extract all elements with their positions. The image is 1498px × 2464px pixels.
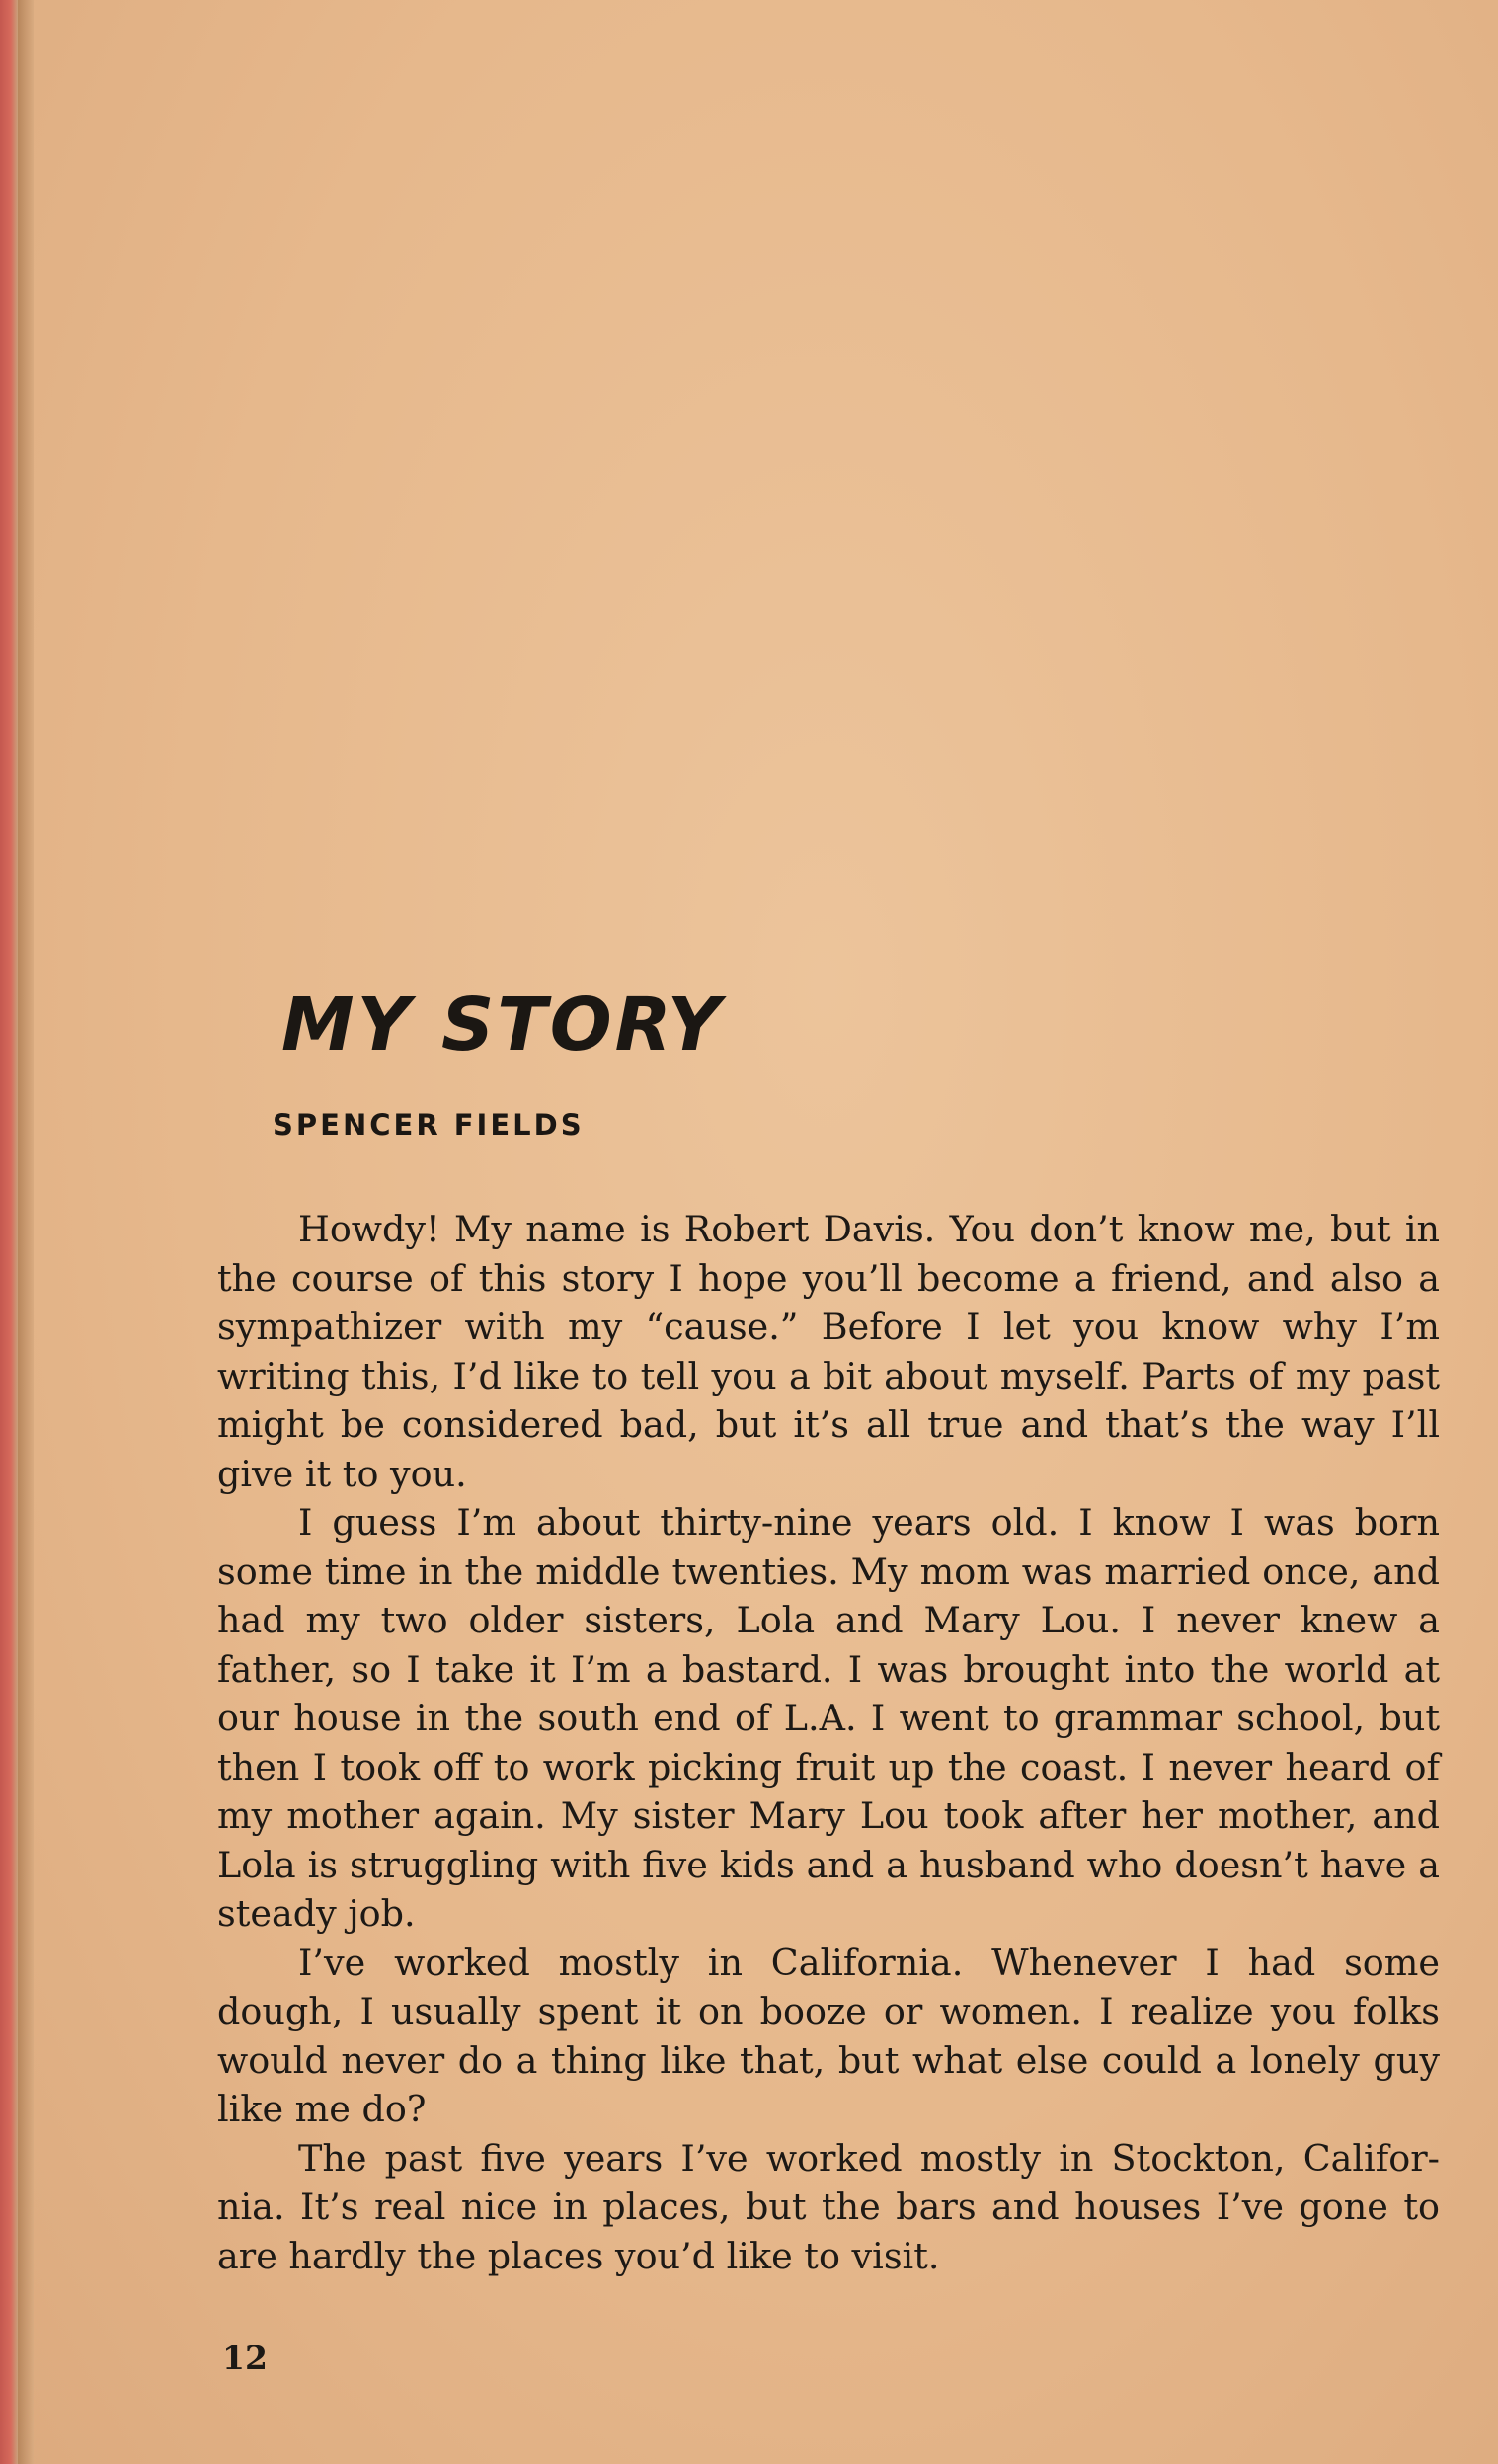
page-number: 12 — [222, 2339, 268, 2377]
paragraph: The past five years I’ve worked mostly in Stockton, Califor-nia. It’s real nice in places, but the bars and houses I’ve gone to are hardly the places you’d like to visit. — [217, 2136, 1440, 2277]
story-title: MY STORY — [281, 983, 724, 1068]
page-edge — [0, 0, 18, 2464]
story-body — [217, 1205, 1440, 2280]
paragraph: Howdy! My name is Robert Davis. You don’t know me, but in the course of this story I hope you’ll become a friend, and also a sympathizer with my “cause.” Before I let you know why I’m writing this, I’d like to tell you a bit about myself. Parts of my past might be considered bad, but it’s all true and that’s the way I’ll give it to you. — [217, 1208, 1440, 1495]
page-gutter — [18, 0, 34, 2464]
paragraph: I’ve worked mostly in California. Whenever I had some dough, I usually spent it on booze or women. I realize you folks would never do a thing like that, but what else could a lonely guy like me do? — [217, 1941, 1440, 2130]
paragraph: I guess I’m about thirty-nine years old. I know I was born some time in the middle twenties. My mom was married once, and had my two older sisters, Lola and Mary Lou. I never knew a father, so I take it I’m a bastard. I was brought into the world at our house in the south end of L.A. I went to grammar school, but then I took off to work picking fruit up the coast. I never heard of my mother again. My sister Mary Lou took after her mother, and Lola is struggling with five kids and a husband who doesn’t have a steady job. — [217, 1501, 1440, 1935]
author-name: SPENCER FIELDS — [273, 1108, 585, 1142]
